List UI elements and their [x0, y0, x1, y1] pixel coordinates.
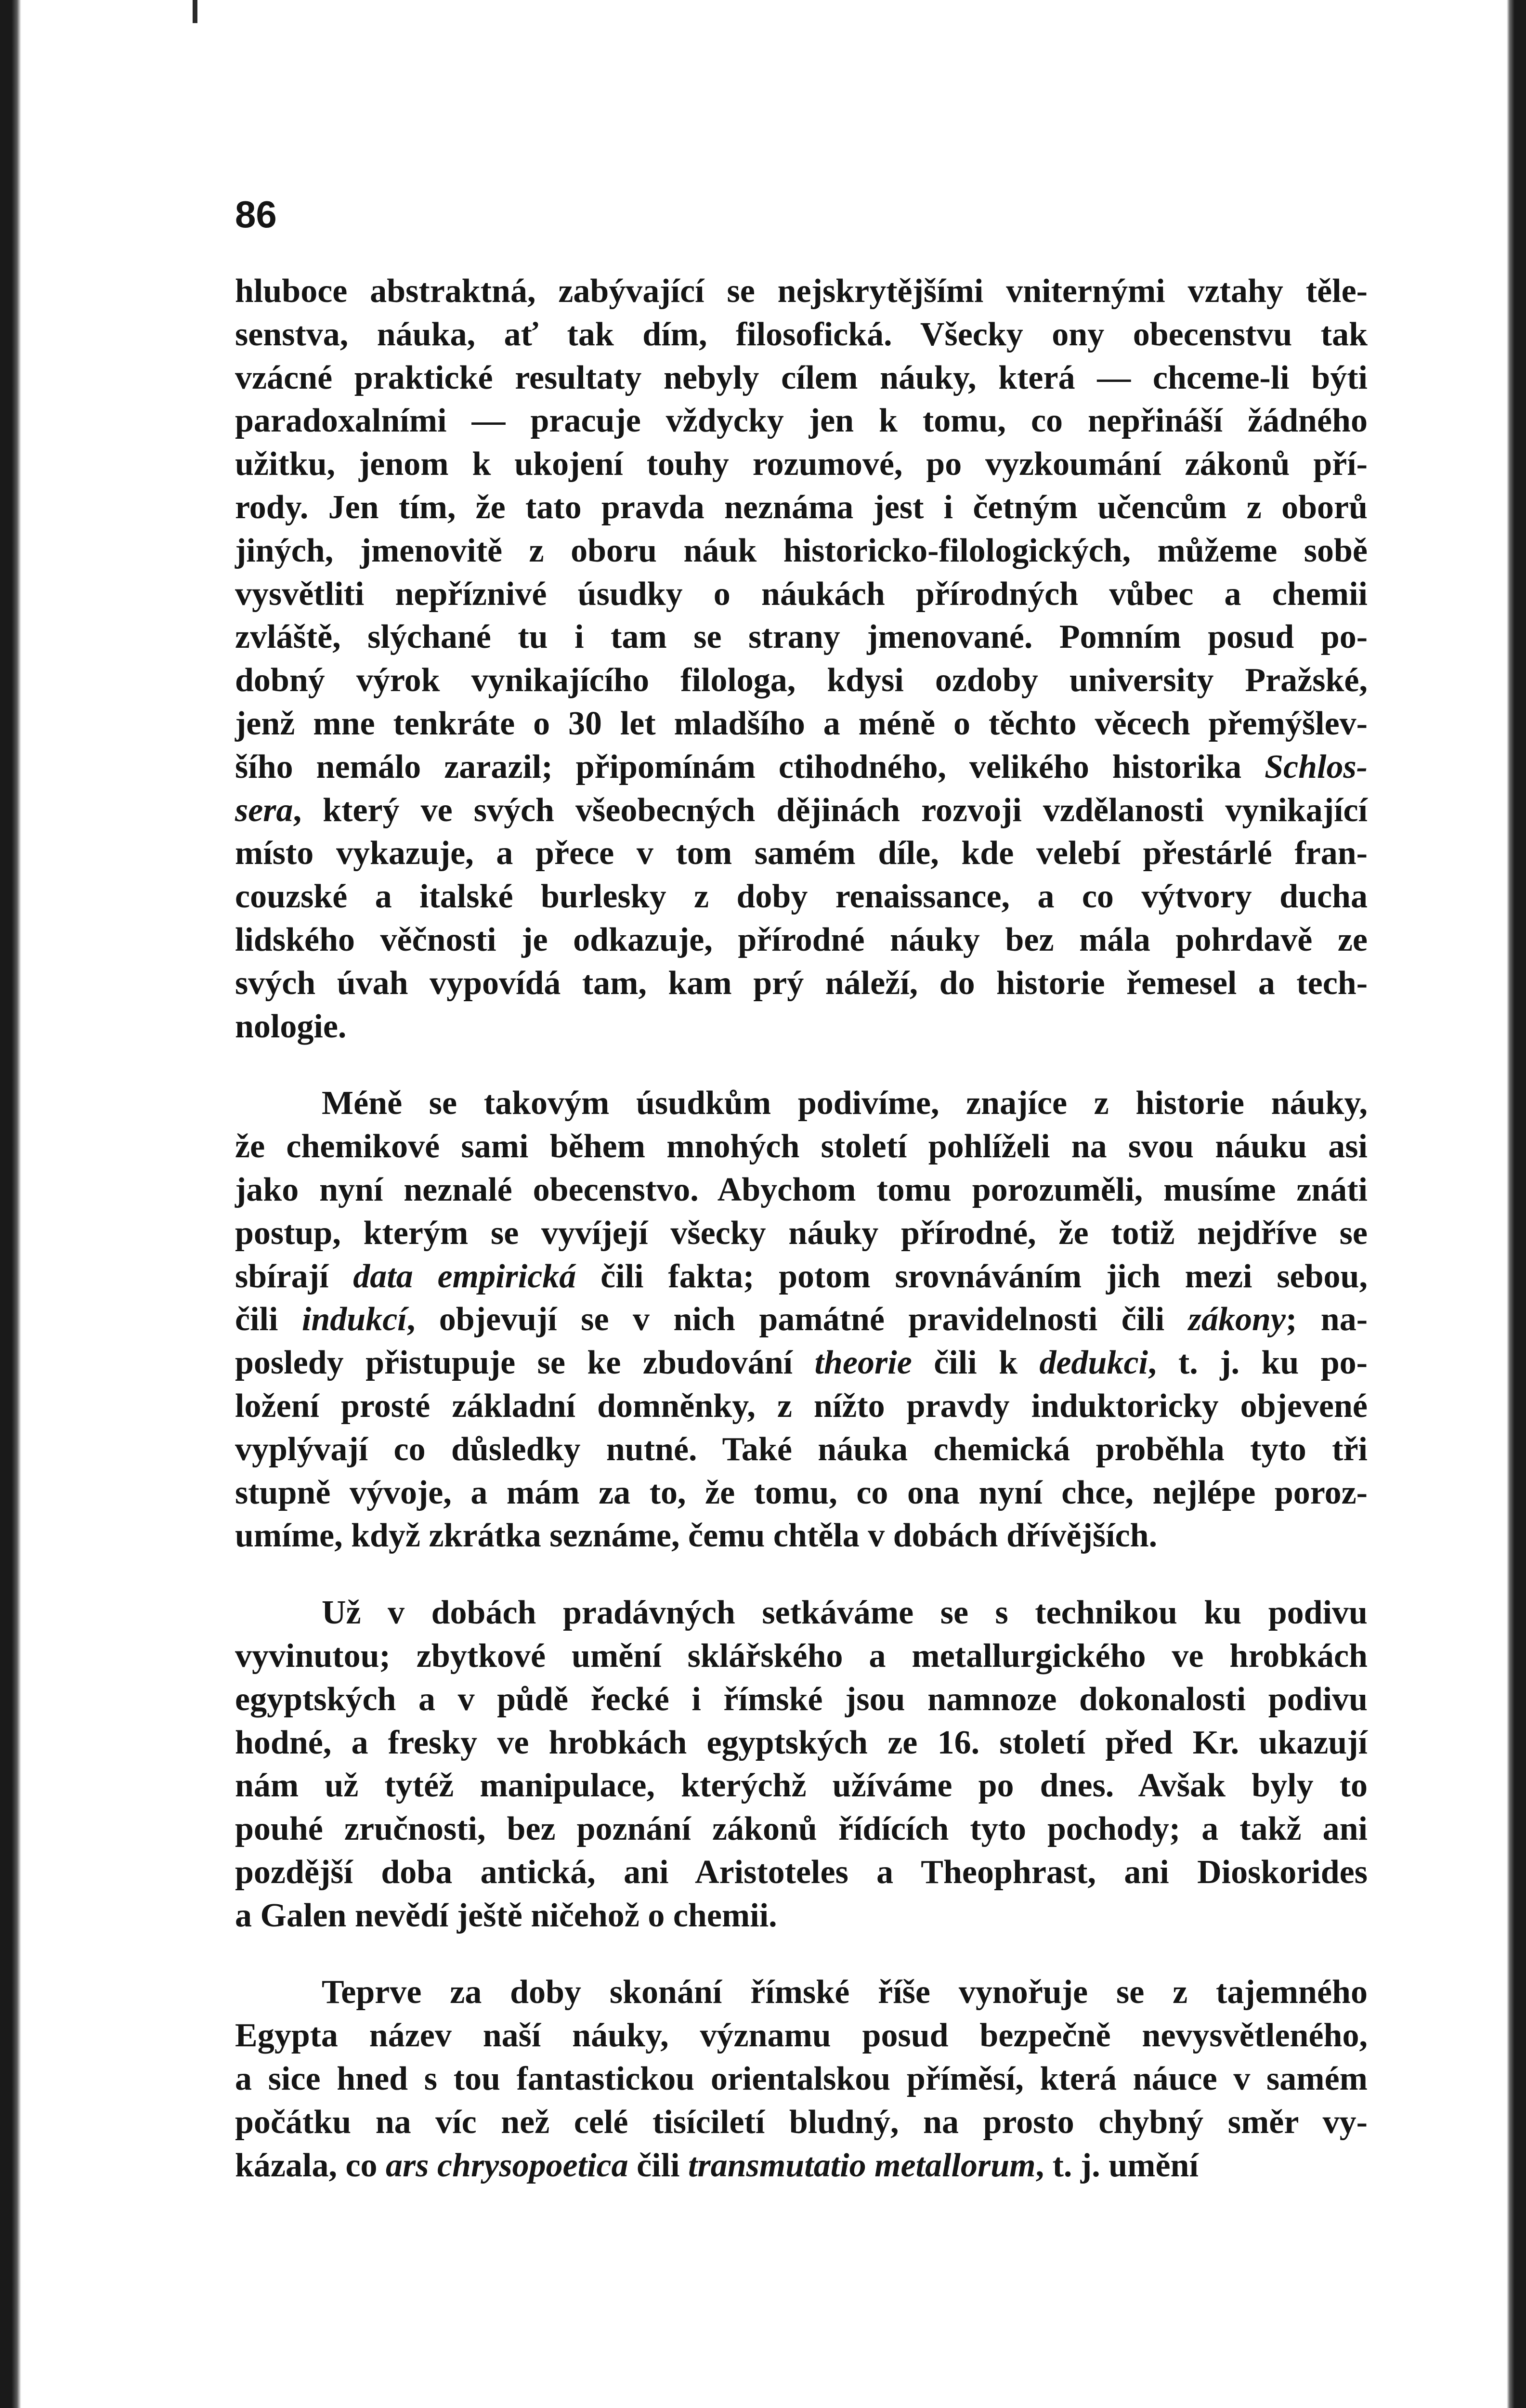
- text-line: jenž mne tenkráte o 30 let mladšího a méně o těchto věcech přemýšlev-: [235, 705, 1368, 742]
- text-line: pozdější doba antická, ani Aristoteles a Theophrast, ani Dioskorides: [235, 1853, 1368, 1891]
- text-line: nologie.: [235, 1008, 347, 1045]
- italic-term: sera: [235, 791, 293, 829]
- paragraph: [235, 1082, 1368, 1557]
- text-line: místo vykazuje, a přece v tom samém díle, kde velebí přestárlé fran-: [235, 835, 1368, 872]
- scan-border-left: [0, 0, 21, 2408]
- text-line: vzácné praktické resultaty nebyly cílem náuky, která — chceme-li býti: [235, 359, 1368, 396]
- text-line: a sice hned s tou fantastickou orientalskou příměsí, která náuce v samém: [235, 2060, 1368, 2098]
- scan-top-mark: [193, 0, 197, 23]
- text-line: vysvětliti nepříznivé úsudky o náukách přírodných vůbec a chemii: [235, 575, 1368, 613]
- text-line: sera, který ve svých všeobecných dějinách rozvoji vzdělanosti vynikající: [235, 791, 1368, 829]
- text-line: vyplývají co důsledky nutné. Také náuka chemická proběhla tyto tři: [235, 1430, 1368, 1468]
- paragraph: [235, 270, 1368, 1048]
- paragraph-gap: [235, 1048, 1368, 1082]
- paragraph: [235, 1971, 1368, 2187]
- text-line: Méně se takovým úsudkům podivíme, znajíce z historie náuky,: [322, 1085, 1368, 1122]
- text-line: užitku, jenom k ukojení touhy rozumové, po vyzkoumání zákonů pří-: [235, 445, 1368, 483]
- text-line: umíme, když zkrátka seznáme, čemu chtěla v dobách dřívějších.: [235, 1517, 1158, 1555]
- text-line: posledy přistupuje se ke zbudování theorie čili k dedukci, t. j. ku po-: [235, 1344, 1368, 1382]
- text-line: egyptských a v půdě řecké i římské jsou namnoze dokonalosti podivu: [235, 1680, 1368, 1718]
- scan-border-right: [1507, 0, 1526, 2408]
- text-line: svých úvah vypovídá tam, kam prý náleží, do historie řemesel a tech-: [235, 964, 1368, 1002]
- text-line: lidského věčnosti je odkazuje, přírodné náuky bez mála pohrdavě ze: [235, 921, 1368, 958]
- paragraph: [235, 1591, 1368, 1937]
- page-body: [235, 270, 1368, 2187]
- text-line: Teprve za doby skonání římské říše vynořuje se z tajemného: [322, 1974, 1368, 2011]
- text-line: kázala, co ars chrysopoetica čili transmutatio metallorum, t. j. umění: [235, 2146, 1199, 2184]
- italic-term: data empirická: [353, 1257, 576, 1295]
- text-line: ložení prosté základní domněnky, z nížto pravdy induktoricky objevené: [235, 1387, 1368, 1425]
- italic-term: dedukci: [1039, 1344, 1148, 1382]
- text-line: paradoxalními — pracuje vždycky jen k tomu, co nepřináší žádného: [235, 402, 1368, 440]
- text-line: že chemikové sami během mnohých století pohlíželi na svou náuku asi: [235, 1128, 1368, 1165]
- italic-term: transmutatio metallorum: [688, 2146, 1036, 2184]
- text-line: Egypta název naší náuky, významu posud bezpečně nevysvětleného,: [235, 2017, 1368, 2055]
- text-line: nám už tytéž manipulace, kterýchž užíváme po dnes. Avšak byly to: [235, 1767, 1368, 1805]
- italic-term: zákony: [1188, 1301, 1286, 1338]
- text-line: vyvinutou; zbytkové umění sklářského a metallurgického ve hrobkách: [235, 1637, 1368, 1675]
- text-line: postup, kterým se vyvíjejí všecky náuky přírodné, že totiž nejdříve se: [235, 1214, 1368, 1252]
- text-line: dobný výrok vynikajícího filologa, kdysi ozdoby university Pražské,: [235, 662, 1368, 699]
- text-line: Už v dobách pradávných setkáváme se s technikou ku podivu: [322, 1594, 1368, 1632]
- page-number: 86: [235, 193, 277, 236]
- paragraph-gap: [235, 1557, 1368, 1591]
- text-line: a Galen nevědí ještě ničehož o chemii.: [235, 1897, 777, 1934]
- text-line: rody. Jen tím, že tato pravda neznáma jest i četným učencům z oborů: [235, 488, 1368, 526]
- text-line: počátku na víc než celé tisíciletí bludný, na prosto chybný směr vy-: [235, 2103, 1368, 2141]
- text-line: šího nemálo zarazil; připomínám ctihodného, velikého historika Schlos-: [235, 748, 1368, 785]
- italic-term: indukcí: [301, 1301, 407, 1338]
- text-line: senstva, náuka, ať tak dím, filosofická. Všecky ony obecenstvu tak: [235, 315, 1368, 353]
- text-line: čili indukcí, objevují se v nich památné pravidelnosti čili zákony; na-: [235, 1301, 1368, 1338]
- text-line: hluboce abstraktná, zabývající se nejskrytějšími vniternými vztahy těle-: [235, 273, 1368, 310]
- text-line: zvláště, slýchané tu i tam se strany jmenované. Pomním posud po-: [235, 618, 1368, 656]
- text-line: hodné, a fresky ve hrobkách egyptských ze 16. století před Kr. ukazují: [235, 1724, 1368, 1761]
- italic-term: theorie: [814, 1344, 912, 1382]
- paragraph-gap: [235, 1937, 1368, 1971]
- text-line: jiných, jmenovitě z oboru náuk historicko-filologických, můžeme sobě: [235, 532, 1368, 569]
- text-line: stupně vývoje, a mám za to, že tomu, co ona nyní chce, nejlépe poroz-: [235, 1474, 1368, 1511]
- text-line: couzské a italské burlesky z doby renaissance, a co výtvory ducha: [235, 878, 1368, 916]
- italic-term: Schlos-: [1265, 748, 1368, 785]
- text-line: pouhé zručnosti, bez poznání zákonů řídících tyto pochody; a takž ani: [235, 1810, 1368, 1848]
- italic-term: ars chrysopoetica: [386, 2146, 628, 2184]
- text-line: jako nyní neznalé obecenstvo. Abychom tomu porozuměli, musíme znáti: [235, 1171, 1368, 1208]
- text-line: sbírají data empirická čili fakta; potom srovnáváním jich mezi sebou,: [235, 1257, 1368, 1295]
